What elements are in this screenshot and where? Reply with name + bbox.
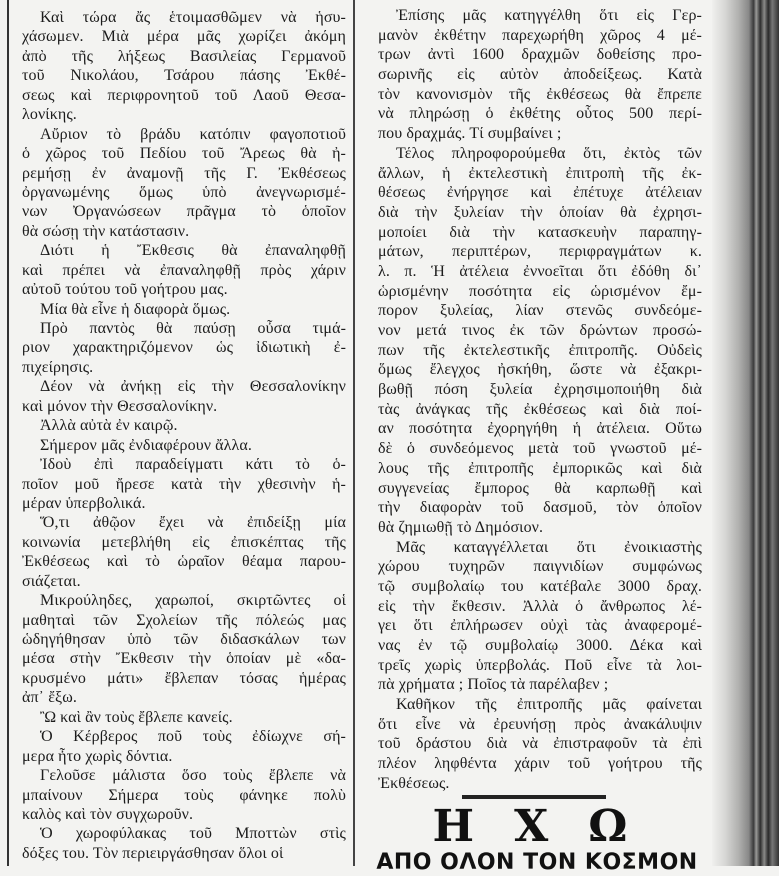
paragraph <box>22 727 346 766</box>
paragraph <box>22 8 346 125</box>
paragraph <box>22 824 346 863</box>
text-line: δόξες του. Τὸν περιειργάσθησαν ὅλοι οἱ <box>22 844 284 862</box>
paragraph <box>22 416 346 435</box>
paragraph <box>378 144 702 538</box>
text-line: πὰ χρήματα ; Ποῖος τὰ παρέλαβεν ; <box>378 676 609 694</box>
text-line: Δέον νὰ ἀνήκῃ εἰς τὴν Θεσσαλονίκην <box>40 378 346 396</box>
text-line: Γελοῦσε μάλιστα ὅσο τοὺς ἔβλεπε νὰ <box>40 767 346 785</box>
paragraph <box>22 591 346 708</box>
paragraph <box>22 708 346 727</box>
text-line: Ἐκθέσεως καὶ τὸ ὡραῖον θέαμα παρου- <box>22 553 346 571</box>
text-line: ρεμήσῃ ἐν ἀναμονῇ τῆς Γ. Ἐκθέσεως <box>22 164 346 182</box>
paragraph <box>22 125 346 242</box>
text-line: ὁ χῶρος τοῦ Πεδίου τοῦ Ἄρεως θὰ ἠ- <box>22 145 346 163</box>
text-line: νων Ὀργανώσεων πρᾶγμα τὸ ὁποῖον <box>22 203 346 221</box>
text-line: Μᾶς καταγγέλλεται ὅτι ἐνοικιαστὴς <box>396 538 702 556</box>
echo-section-subheading: ΑΠΟ ΟΛΟΝ ΤΟΝ ΚΟΣΜΟΝ <box>376 850 698 875</box>
text-line: πορον ξυλείας, λίαν στενῶς συνδεόμε- <box>378 302 702 320</box>
section-rule <box>462 795 606 799</box>
paragraph <box>378 695 702 793</box>
text-line: Πρὸ παντὸς θὰ παύσῃ οὖσα τιμά- <box>40 320 346 337</box>
text-line: Ἰδοὺ ἐπὶ παραδείγματι κάτι τὸ ὁ- <box>40 456 346 474</box>
text-line: τρεῖς χωρὶς ὑπερβολάς. Ποῦ εἶνε τὰ λοι- <box>378 656 702 674</box>
text-line: μαθηταὶ τῶν Σχολείων τῆς πόλεώς μας <box>22 611 346 629</box>
text-line: Ἐπίσης μᾶς κατηγγέλθη ὅτι εἰς Γερ- <box>396 7 702 24</box>
paragraph <box>22 300 346 319</box>
text-line: Ὢ καὶ ἂν τοὺς ἔβλεπε κανείς. <box>40 708 233 726</box>
text-line: Ὁ Κέρβερος ποῦ τοὺς ἐδίωχνε σή- <box>40 728 346 746</box>
text-line: τὴν διαφορὰν τοῦ δασμοῦ, τὸν ὁποῖον <box>378 499 702 517</box>
text-line: καὶ μόνον τὴν Θεσσαλονίκην. <box>22 397 218 415</box>
text-line: ὀργανωμένης ὅμως ὑπὸ ἀνεγνωρισμέ- <box>22 183 346 201</box>
text-line: νον μετά τινος ἐκ τῶν δρώντων προσώ- <box>378 322 702 339</box>
text-line: Ἀλλὰ αὐτὰ ἐν καιρῷ. <box>40 417 178 435</box>
left-article-column <box>22 8 346 863</box>
text-line: χάσωμεν. Μιὰ μέρα μᾶς χωρίζει ἀκόμη <box>22 28 346 46</box>
text-line: θέσεως ἐνήργησε καὶ ἐπέτυχε ἀτέλειαν <box>378 184 702 202</box>
paragraph <box>22 455 346 513</box>
text-line: τὸν κανονισμὸν τῆς ἐκθέσεως θὰ ἔπρεπε <box>378 85 702 103</box>
text-line: τοῦ δράστου διὰ νὰ ἐπιστραφοῦν τὰ ἐπὶ <box>378 735 702 753</box>
text-line: Ἐκθέσεως. <box>378 774 450 792</box>
text-line: Ὅ,τι ἀθῷον ἔχει νὰ ἐπιδείξῃ μία <box>40 514 346 532</box>
text-line: συγγενείας ἔμπορος θὰ καρπωθῇ καὶ <box>378 479 702 497</box>
text-line: ὅμως ἔλεγχος ἠσκήθη, ὥστε νὰ ἐξακρι- <box>378 361 702 379</box>
paragraph <box>22 241 346 299</box>
text-line: πλέον ληφθέντα χάριν τοῦ γοήτρου τῆς <box>378 755 702 773</box>
paragraph <box>22 377 346 416</box>
text-line: Μικρούληδες, χαρωποί, σκιρτῶντες οἱ <box>40 592 346 610</box>
text-line: τὰς ἀνάγκας τῆς ἐκθέσεως καὶ διὰ ποί- <box>378 400 702 418</box>
echo-section-heading: ΗΧΩ <box>432 801 668 852</box>
text-line: ἀπὸ τῆς λήξεως Βασιλείας Γερμανοῦ <box>22 47 346 65</box>
text-line: ποῖον μοῦ ἤρεσε κατὰ τὴν χθεσινὴν ἡ- <box>22 475 346 493</box>
text-line: Αὔριον τὸ βράδυ κατόπιν φαγοποτιοῦ <box>40 125 346 143</box>
text-line: δὲ ὁ συνδεόμενος μετὰ τοῦ γνωστοῦ μέ- <box>378 440 702 458</box>
text-line: Τέλος πληροφορούμεθα ὅτι, ἐκτὸς τῶν <box>396 144 702 162</box>
text-line: πων τῆς ἐκτελεστικῆς ἐπιτροπῆς. Οὐδεὶς <box>378 341 702 359</box>
text-line: μοποίει διὰ τὴν κατασκευὴν παραπηγ- <box>378 223 702 241</box>
text-line: ἄλλων, ἡ ἐκτελεστικὴ ἐπιτροπὴ τῆς ἐκ- <box>378 164 702 182</box>
text-line: βωθῇ πόση ξυλεία ἐχρησιμοποιήθη διὰ <box>378 381 702 399</box>
text-line: σιάζεται. <box>22 572 81 590</box>
text-line: μέραν ὑπερβολικά. <box>22 494 146 512</box>
text-line: γει ὅτι ἐπλήρωσεν οὐχὶ τὰς ἀναφερομέ- <box>378 617 702 635</box>
text-line: χώρου τυχηρῶν παιγνιδίων συμφώνως <box>378 558 702 576</box>
text-line: θὰ ζημιωθῇ τὸ Δημόσιον. <box>378 518 544 536</box>
text-line: κοινωνία μετεβλήθη εἰς ἐπισκέπτας τῆς <box>22 533 346 551</box>
text-line: Καὶ τώρα ἄς ἑτοιμασθῶμεν νὰ ἡσυ- <box>40 9 346 26</box>
text-line: Μία θὰ εἶνε ἡ διαφορὰ ὅμως. <box>40 300 231 318</box>
text-line: τῷ συμβολαίῳ του κατέβαλε 3000 δραχ. <box>378 577 702 595</box>
text-line: θὰ σώσῃ τὴν κατάστασιν. <box>22 222 190 240</box>
paragraph <box>22 319 346 377</box>
text-line: ριον χαρακτηριζόμενον ὡς ἰδιωτικὴ ἐ- <box>22 339 346 357</box>
text-line: καλὸς καὶ τὸν συγχωροῦν. <box>22 805 194 823</box>
text-line: αν ποσότητα ἐχορηγήθη ἡ ἀτέλεια. Οὕτω <box>378 420 702 438</box>
text-line: ἀπ᾽ ἔξω. <box>22 689 77 707</box>
text-line: ὡδηγήθησαν ὑπὸ τῶν διδασκάλων των <box>22 631 346 648</box>
text-line: νας ἐν τῷ συμβολαίῳ 3000. Δέκα καὶ <box>378 637 702 654</box>
text-line: Καθῆκον τῆς ἐπιτροπῆς μᾶς φαίνεται <box>396 696 702 714</box>
text-line: σωρινῆς εἰς αὐτὸν ἀποδείξεως. Κατὰ <box>378 66 702 84</box>
text-line: εἰς τὴν ἔκθεσιν. Ἀλλὰ ὁ ἄνθρωπος λέ- <box>378 597 702 615</box>
paragraph <box>22 436 346 455</box>
text-line: τρων ἀντὶ 1600 δραχμῶν δοθείσης προ- <box>378 46 702 64</box>
text-line: πιχείρησις. <box>22 358 94 376</box>
text-line: μερα ἦτο χωρὶς δόντια. <box>22 747 173 765</box>
text-line: μέσα στὴν Ἔκθεσιν τὴν ὁποίαν μὲ «δα- <box>22 650 346 668</box>
text-line: Ὁ χωροφύλακας τοῦ Μποττὼν στὶς <box>40 825 346 843</box>
text-line: λ. π. Ἡ ἀτέλεια ἐννοεῖται ὅτι ἐδόθη δι᾽ <box>378 262 702 280</box>
paragraph <box>378 6 702 144</box>
text-line: μπαίνουν Σήμερα τοὺς φάνηκε πολὺ <box>22 786 346 804</box>
text-line: λους τῆς ἐπιτροπῆς ἐμπορικῶς καὶ διὰ <box>378 459 702 477</box>
column-border-left <box>7 0 9 866</box>
paragraph <box>22 766 346 824</box>
paragraph <box>22 513 346 591</box>
text-line: τοῦ Νικολάου, Τσάρου πάσης Ἐκθέ- <box>22 67 346 85</box>
right-article-column <box>378 6 702 794</box>
text-line: μανὸν ἐκθέτην παρεχωρήθη χῶρος 4 μέ- <box>378 26 702 44</box>
text-line: κρυσμένο μάτι» ἔβλεπαν τόσας ἡμέρας <box>22 669 346 687</box>
text-line: λονίκης. <box>22 106 77 124</box>
text-line: Σήμερον μᾶς ἐνδιαφέρουν ἄλλα. <box>40 436 252 454</box>
text-line: που δραχμάς. Τί συμβαίνει ; <box>378 125 562 143</box>
page-binding-shadow <box>712 0 779 866</box>
text-line: ὅτι εἶνε νὰ ἐρευνήσῃ πρὸς ἀνακάλυψιν <box>378 715 702 733</box>
paragraph <box>378 538 702 696</box>
text-line: μάτων, περιπτέρων, περιφραγμάτων κ. <box>378 243 702 261</box>
text-line: ὡρισμένην ποσότητα εἰς ὡρισμένον ἔμ- <box>378 282 702 300</box>
text-line: αὐτοῦ τούτου τοῦ γοήτρου μας. <box>22 281 228 299</box>
text-line: διὰ τὴν ξυλείαν τὴν ὁποίαν θὰ ἐχρησι- <box>378 203 702 221</box>
text-line: σεως καὶ περιφρονητοῦ τοῦ Λαοῦ Θεσα- <box>22 86 346 104</box>
text-line: Διότι ἡ Ἔκθεσις θὰ ἐπαναληφθῇ <box>40 242 346 260</box>
text-line: καὶ πρέπει νὰ ἐπαναληφθῇ πρὸς χάριν <box>22 261 346 279</box>
column-divider <box>353 0 355 866</box>
text-line: νὰ πληρώσῃ ὁ ἐκθέτης οὗτος 500 περί- <box>378 105 702 123</box>
